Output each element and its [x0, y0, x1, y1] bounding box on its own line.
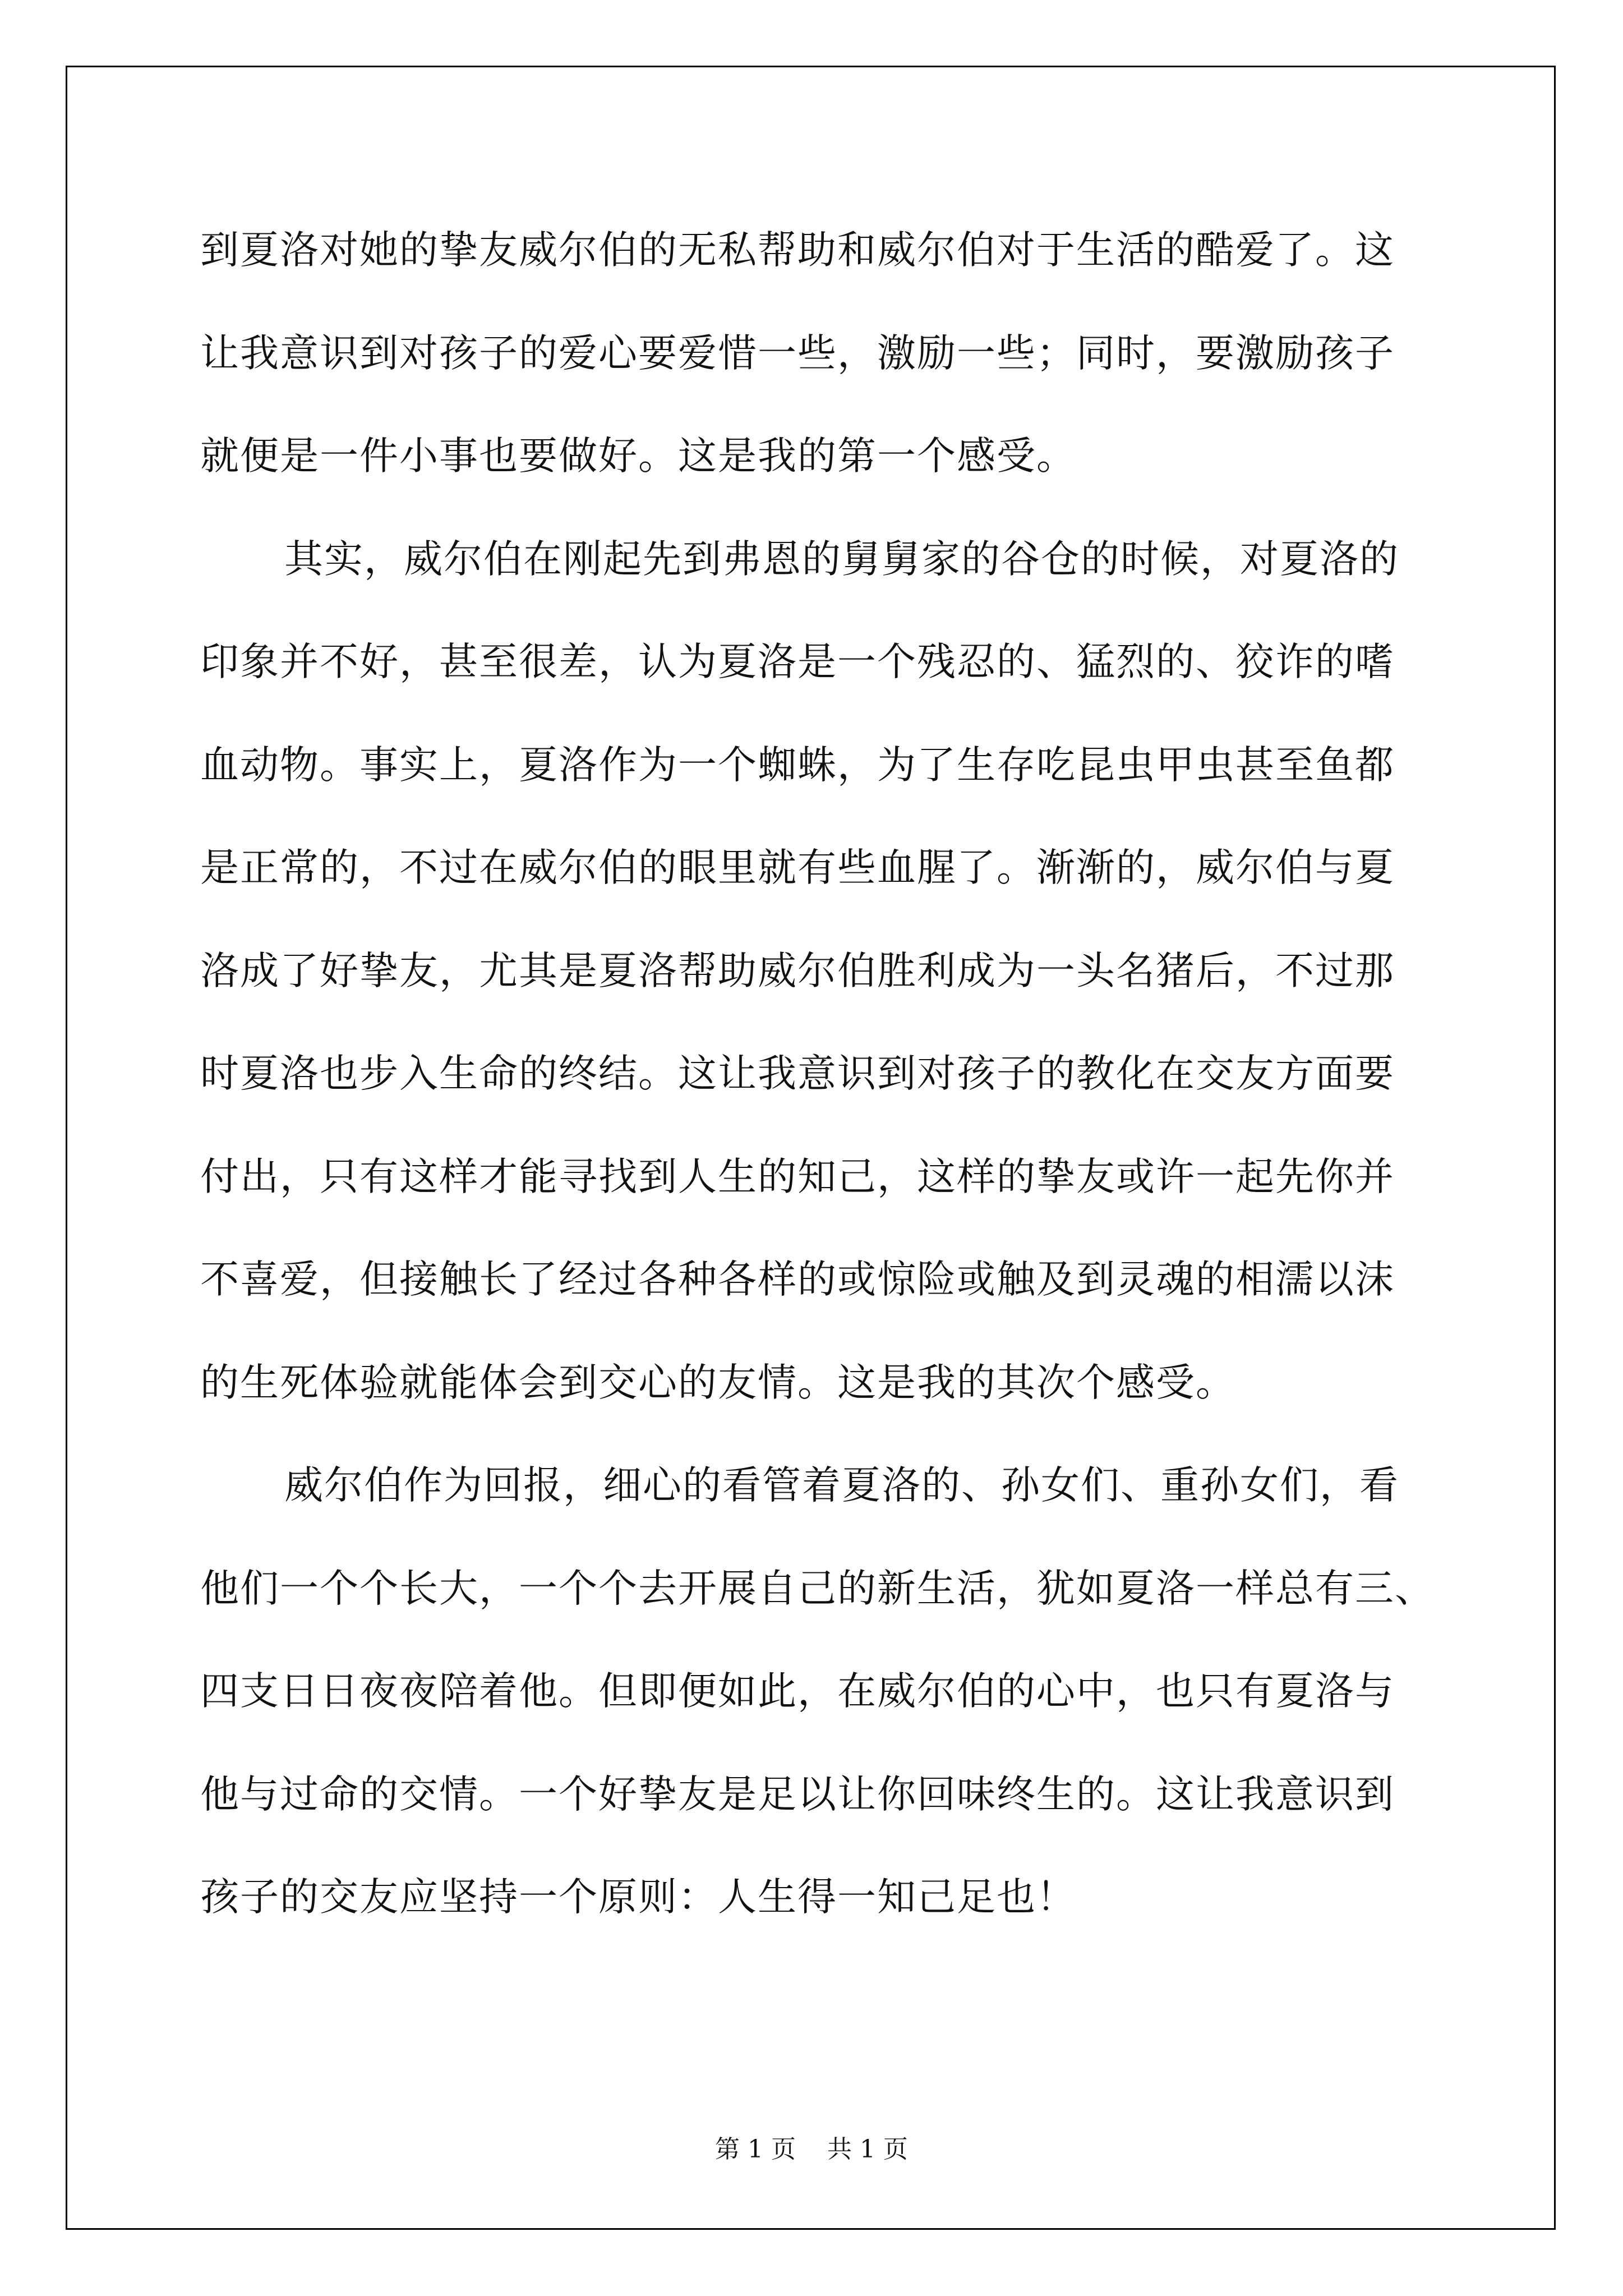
text-line: 威尔伯作为回报，细心的看管着夏洛的、孙女们、重孙女们，看 [284, 1463, 1399, 1508]
text-line: 付出，只有这样才能寻找到人生的知己，这样的挚友或许一起先你并 [200, 1154, 1395, 1199]
paragraph-1 [200, 211, 1434, 520]
text-line: 让我意识到对孩子的爱心要爱惜一些，激励一些；同时，要激励孩子 [200, 330, 1395, 376]
page-number-footer: 第 1 页 共 1 页 [715, 2135, 908, 2164]
paragraph-2 [200, 520, 1434, 1447]
text-line: 血动物。事实上，夏洛作为一个蜘蛛，为了生存吃昆虫甲虫甚至鱼都 [200, 742, 1395, 788]
text-line: 印象并不好，甚至很差，认为夏洛是一个残忍的、猛烈的、狡诈的嗜 [200, 639, 1395, 684]
text-line: 是正常的，不过在威尔伯的眼里就有些血腥了。渐渐的，威尔伯与夏 [200, 845, 1395, 890]
text-line: 其实，威尔伯在刚起先到弗恩的舅舅家的谷仓的时候，对夏洛的 [284, 536, 1399, 582]
text-line: 不喜爱，但接触长了经过各种各样的或惊险或触及到灵魂的相濡以沫 [200, 1257, 1395, 1302]
text-line: 他与过命的交情。一个好挚友是足以让你回味终生的。这让我意识到 [200, 1772, 1395, 1817]
text-line: 就便是一件小事也要做好。这是我的第一个感受。 [200, 434, 1076, 478]
text-line: 孩子的交友应坚持一个原则：人生得一知己足也！ [200, 1875, 1076, 1920]
paragraph-3 [200, 1446, 1434, 1961]
text-line: 的生死体验就能体会到交心的友情。这是我的其次个感受。 [200, 1360, 1235, 1405]
text-line: 时夏洛也步入生命的终结。这让我意识到对孩子的教化在交友方面要 [200, 1051, 1395, 1096]
text-line: 四支日日夜夜陪着他。但即便如此，在威尔伯的心中，也只有夏洛与 [200, 1669, 1395, 1714]
text-line: 他们一个个长大，一个个去开展自己的新生活，犹如夏洛一样总有三、 [200, 1566, 1435, 1611]
text-line: 到夏洛对她的挚友威尔伯的无私帮助和威尔伯对于生活的酷爱了。这 [200, 228, 1395, 273]
text-line: 洛成了好挚友，尤其是夏洛帮助威尔伯胜利成为一头名猪后，不过那 [200, 948, 1395, 993]
document-body [200, 211, 1434, 1961]
